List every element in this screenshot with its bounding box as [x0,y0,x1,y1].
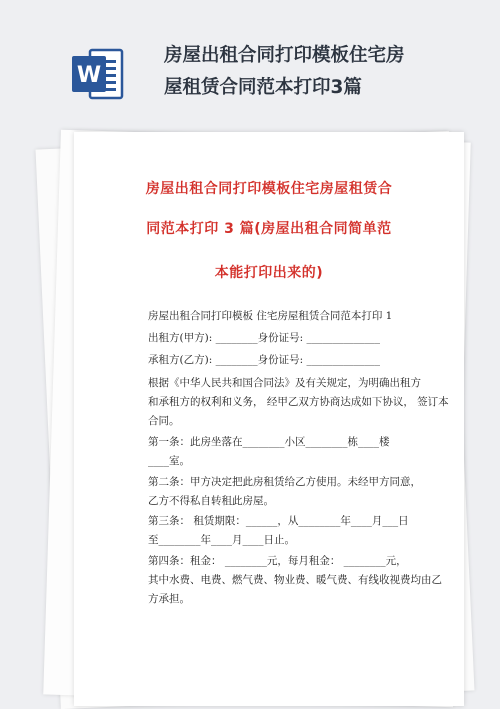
header [0,0,500,120]
article-2-line-2: 乙方不得私自转租此房屋。 [148,495,274,507]
article-4-line-2: 其中水费、电费、燃气费、物业费、暖气费、有线收视费均由乙 [148,574,442,586]
page-title [164,40,464,104]
document-title-line-2: 同范本打印 3 篇(房屋出租合同简单范 [146,221,392,237]
document-title-line-1: 房屋出租合同打印模板住宅房屋租赁合 [145,181,393,197]
contract-heading-line: 房屋出租合同打印模板 住宅房屋租赁合同范本打印 1 [148,310,393,322]
article-1-line-2: ____室。 [148,455,190,467]
svg-text:W: W [76,63,102,88]
word-doc-icon [70,46,126,102]
paragraph-intro-line-1: 根据《中华人民共和国合同法》及有关规定，为明确出租方 [148,377,421,389]
document-page [74,132,464,706]
paragraph-intro-line-2: 和承租方的权利和义务， 经甲乙双方协商达成如下协议， 签订本 [148,396,449,408]
page-title-line-1: 房屋出租合同打印模板住宅房 [164,45,405,66]
article-3-line-1: 第三条： 租赁期限：______，从________年____月___日 [148,515,409,527]
article-4-line-3: 方承担。 [148,593,190,605]
article-4-line-1: 第四条：租金： ________元，每月租金： ________元， [148,555,407,567]
paragraph-intro-line-3: 合同。 [148,415,180,427]
document-title-line-3: 本能打印出来的) [214,265,324,281]
lessor-line: 出租方(甲方): ________身份证号: ______________ [148,332,380,344]
page-title-line-2: 屋租赁合同范本打印3篇 [164,77,362,98]
article-1-line-1: 第一条：此房坐落在________小区________栋____楼 [148,436,390,448]
article-2-line-1: 第二条：甲方决定把此房租赁给乙方使用。未经甲方同意， [148,476,421,488]
lessee-line: 承租方(乙方): ________身份证号: ______________ [148,354,380,366]
article-3-line-2: 至________年____月____日止。 [148,534,295,546]
